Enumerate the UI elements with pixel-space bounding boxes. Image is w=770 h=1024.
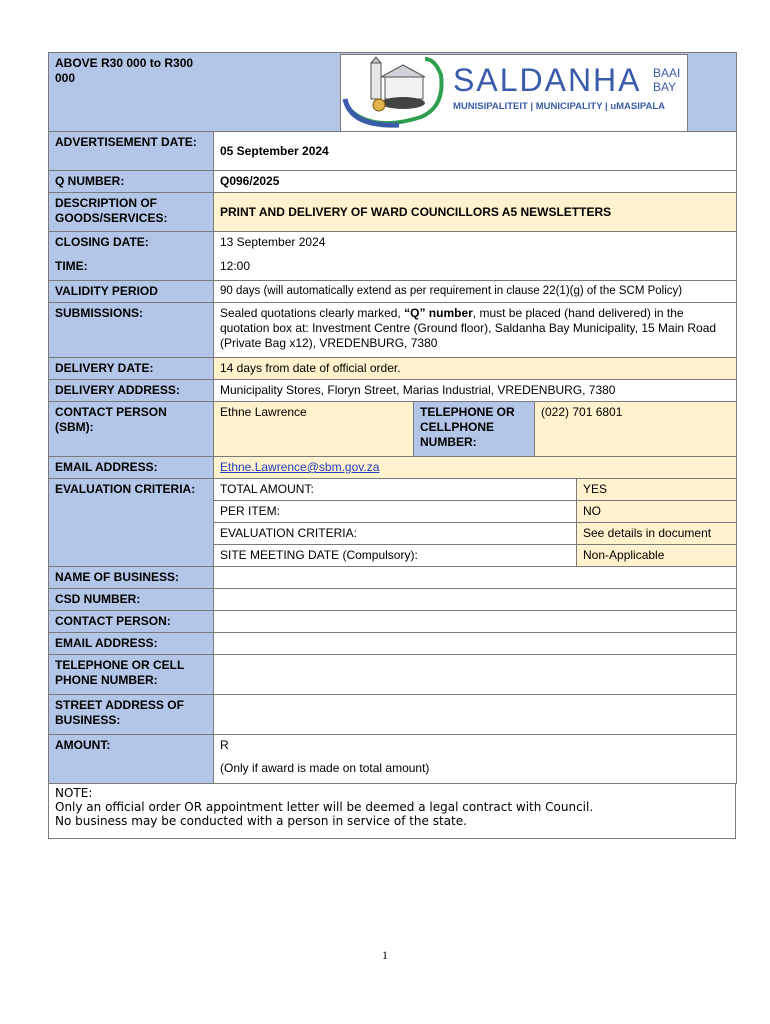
evaluation-grid xyxy=(214,479,736,566)
evaluation-row xyxy=(214,523,736,545)
email-link[interactable]: Ethne.Lawrence@sbm.gov.za xyxy=(220,460,380,474)
submissions-value: Sealed quotations clearly marked, “Q” number, must be placed (hand delivered) in the quotation box at: Investment Centre (Ground floor), Saldanha Bay Municipality, 15 Main Road (Private Bag x12), VREDENBURG, 7380 xyxy=(214,303,737,358)
page-number: 1 xyxy=(382,948,388,962)
evaluation-item-name: SITE MEETING DATE (Compulsory): xyxy=(214,545,577,567)
note-line-1: Only an official order OR appointment letter will be deemed a legal contract with Council. xyxy=(55,800,594,814)
note-line-2: No business may be conducted with a person in service of the state. xyxy=(55,814,467,828)
svg-text:MUNISIPALITEIT | MUNICIPALITY: MUNISIPALITEIT | MUNICIPALITY | uMASIPALA xyxy=(453,101,666,112)
evaluation-item-name: TOTAL AMOUNT: xyxy=(214,479,577,501)
telephone-label: TELEPHONE OR CELLPHONE NUMBER: xyxy=(414,402,535,457)
amount-note: (Only if award is made on total amount) xyxy=(220,761,430,775)
business-email-field[interactable] xyxy=(214,633,737,655)
csd-field[interactable] xyxy=(214,589,737,611)
evaluation-row xyxy=(214,501,736,523)
closing-date-label: CLOSING DATE: xyxy=(49,232,214,257)
logo-emblem-icon xyxy=(341,55,687,131)
business-name-field[interactable] xyxy=(214,567,737,589)
closing-date-value: 13 September 2024 xyxy=(214,232,737,257)
evaluation-row xyxy=(214,545,736,567)
validity-value: 90 days (will automatically extend as per requirement in clause 22(1)(g) of the SCM Policy) xyxy=(214,281,737,303)
business-telephone-field[interactable] xyxy=(214,655,737,695)
svg-text:BAAI: BAAI xyxy=(653,66,681,80)
evaluation-label: EVALUATION CRITERIA: xyxy=(49,479,214,567)
street-address-field[interactable] xyxy=(214,695,737,735)
evaluation-row xyxy=(214,479,736,501)
time-value: 12:00 xyxy=(214,256,737,281)
q-number-label: Q NUMBER: xyxy=(49,171,214,193)
contact-person-field[interactable] xyxy=(214,611,737,633)
advert-date-label: ADVERTISEMENT DATE: xyxy=(49,132,214,171)
rfq-form xyxy=(48,52,736,839)
form-table xyxy=(48,52,737,784)
validity-label: VALIDITY PERIOD xyxy=(49,281,214,303)
note-box xyxy=(48,784,736,839)
svg-text:SALDANHA: SALDANHA xyxy=(453,62,642,98)
note-title: NOTE: xyxy=(55,786,93,800)
email-cell xyxy=(214,457,737,479)
evaluation-item-value: YES xyxy=(577,479,737,501)
email-label: EMAIL ADDRESS: xyxy=(49,457,214,479)
evaluation-item-value: NO xyxy=(577,501,737,523)
csd-label: CSD NUMBER: xyxy=(49,589,214,611)
description-label: DESCRIPTION OF GOODS/SERVICES: xyxy=(49,193,214,232)
business-email-label: EMAIL ADDRESS: xyxy=(49,633,214,655)
telephone-value: (022) 701 6801 xyxy=(535,402,737,457)
description-value: PRINT AND DELIVERY OF WARD COUNCILLORS A5 NEWSLETTERS xyxy=(214,193,737,232)
contact-label: CONTACT PERSON (SBM): xyxy=(49,402,214,457)
delivery-address-value: Municipality Stores, Floryn Street, Marias Industrial, VREDENBURG, 7380 xyxy=(214,380,737,402)
municipality-logo xyxy=(340,54,688,132)
evaluation-item-value: Non-Applicable xyxy=(577,545,737,567)
amount-field[interactable] xyxy=(214,735,737,784)
business-name-label: NAME OF BUSINESS: xyxy=(49,567,214,589)
range-label: ABOVE R30 000 to R300 000 xyxy=(49,53,214,132)
evaluation-item-value: See details in document xyxy=(577,523,737,545)
submissions-label: SUBMISSIONS: xyxy=(49,303,214,358)
evaluation-item-name: EVALUATION CRITERIA: xyxy=(214,523,577,545)
amount-currency: R xyxy=(220,738,229,752)
contact-value: Ethne Lawrence xyxy=(214,402,414,457)
evaluation-cell xyxy=(214,479,737,567)
delivery-date-value: 14 days from date of official order. xyxy=(214,358,737,380)
delivery-address-label: DELIVERY ADDRESS: xyxy=(49,380,214,402)
amount-label: AMOUNT: xyxy=(49,735,214,784)
svg-text:BAY: BAY xyxy=(653,80,677,94)
street-address-label: STREET ADDRESS OF BUSINESS: xyxy=(49,695,214,735)
evaluation-item-name: PER ITEM: xyxy=(214,501,577,523)
business-telephone-label: TELEPHONE OR CELL PHONE NUMBER: xyxy=(49,655,214,695)
q-number-value: Q096/2025 xyxy=(214,171,737,193)
advert-date-value: 05 September 2024 xyxy=(214,132,737,171)
contact-person-label: CONTACT PERSON: xyxy=(49,611,214,633)
time-label: TIME: xyxy=(49,256,214,281)
delivery-date-label: DELIVERY DATE: xyxy=(49,358,214,380)
